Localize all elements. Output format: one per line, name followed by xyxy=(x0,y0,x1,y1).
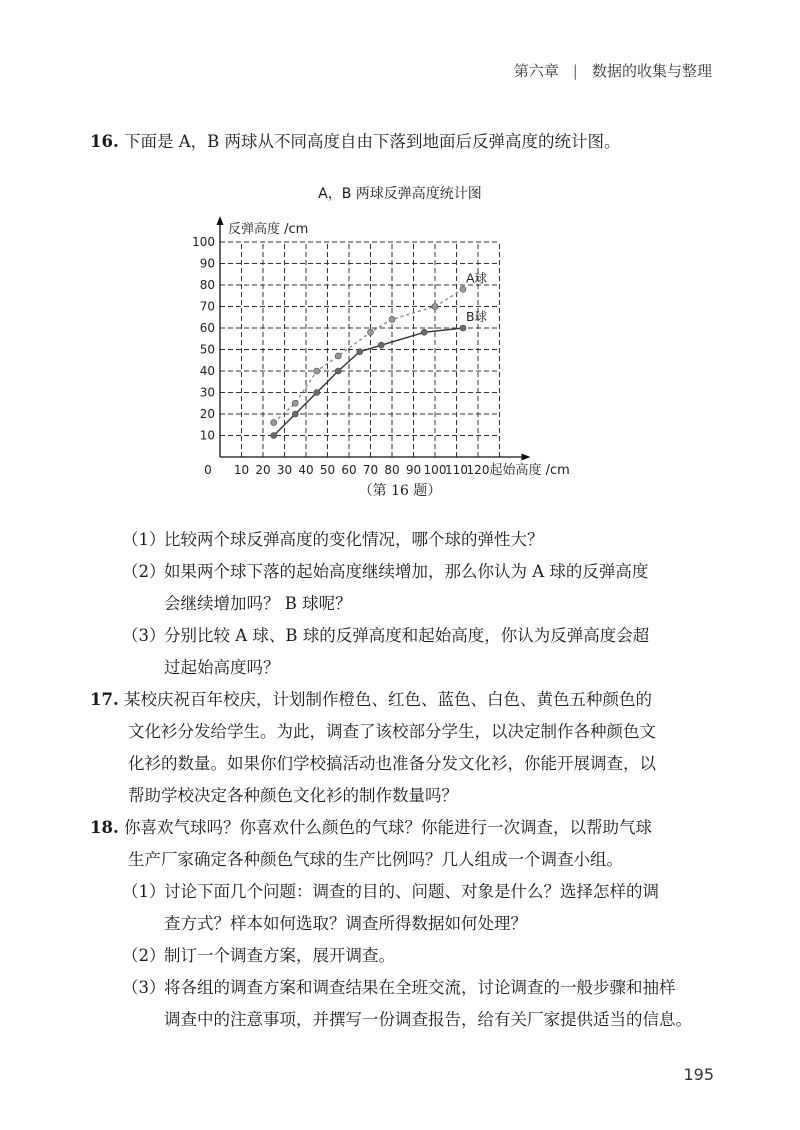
y-tick-label: 90 xyxy=(199,256,215,271)
sub-text: 查方式？样本如何选取？调查所得数据如何处理？ xyxy=(164,914,527,933)
q16-sub-3 xyxy=(122,620,730,684)
y-tick-label: 10 xyxy=(199,428,215,443)
series-label-b: B球 xyxy=(465,309,488,324)
header-divider: | xyxy=(572,62,578,80)
y-tick-label: 60 xyxy=(199,321,215,335)
q18-sub-1 xyxy=(122,876,730,940)
sub-label: （3） xyxy=(122,626,166,645)
sub-label: （2） xyxy=(122,946,166,965)
question-number: 18. xyxy=(90,818,119,837)
figure-caption: （第 16 题） xyxy=(358,483,442,499)
question-17 xyxy=(90,684,730,812)
sub-label: （2） xyxy=(122,562,166,581)
y-tick-label: 100 xyxy=(192,235,215,249)
data-point-a xyxy=(432,304,438,310)
x-tick-label: 70 xyxy=(362,463,379,477)
sub-text: 分别比较 A 球、B 球的反弹高度和起始高度，你认为反弹高度会超 xyxy=(164,626,650,645)
chapter-label: 第六章 xyxy=(513,62,559,80)
question-text: 帮助学校决定各种颜色文化衫的制作数量吗？ xyxy=(128,786,458,805)
sub-text: 会继续增加吗？ B 球呢？ xyxy=(164,594,352,613)
question-text: 下面是 A，B 两球从不同高度自由下落到地面后反弹高度的统计图。 xyxy=(123,132,621,151)
data-point-a xyxy=(314,368,320,374)
x-tick-label: 80 xyxy=(384,463,400,477)
sub-text: 制订一个调查方案，展开调查。 xyxy=(164,946,395,965)
x-tick-label: 10 xyxy=(233,463,250,477)
y-axis-label: 反弹高度 /cm xyxy=(228,222,309,237)
data-point-a xyxy=(389,316,395,322)
y-tick-label: 70 xyxy=(199,299,215,314)
y-tick-label: 20 xyxy=(199,407,215,421)
data-point-a xyxy=(460,286,466,292)
y-tick-label: 30 xyxy=(199,385,215,400)
question-18 xyxy=(90,812,730,876)
x-tick-label: 40 xyxy=(298,463,314,477)
sub-text: 调查中的注意事项，并撰写一份调查报告，给有关厂家提供适当的信息。 xyxy=(164,1010,692,1029)
sub-text: 讨论下面几个问题：调查的目的、问题、对象是什么？选择怎样的调 xyxy=(164,882,659,901)
x-tick-label: 90 xyxy=(405,463,422,477)
question-number: 17. xyxy=(90,690,119,709)
x-tick-label: 30 xyxy=(276,463,293,477)
q18-sub-3 xyxy=(122,972,730,1036)
question-16 xyxy=(90,126,730,158)
sub-text: 过起始高度吗？ xyxy=(164,658,280,677)
q16-sub-1 xyxy=(122,524,730,556)
sub-text: 如果两个球下落的起始高度继续增加，那么你认为 A 球的反弹高度 xyxy=(164,562,649,581)
data-point-b xyxy=(421,329,427,335)
sub-label: （3） xyxy=(122,978,166,997)
sub-text: 将各组的调查方案和调查结果在全班交流，讨论调查的一般步骤和抽样 xyxy=(164,978,676,997)
chart-axes xyxy=(217,216,531,461)
x-tick-label: 120 xyxy=(466,463,490,477)
q16-sub-2 xyxy=(122,556,730,620)
y-tick-label: 40 xyxy=(199,364,215,378)
q18-sub-2 xyxy=(122,940,730,972)
running-header xyxy=(514,60,712,81)
series-label-a: A球 xyxy=(465,270,488,286)
sub-text: 比较两个球反弹高度的变化情况，哪个球的弹性大？ xyxy=(164,530,544,549)
question-text: 你喜欢气球吗？你喜欢什么颜色的气球？你能进行一次调查，以帮助气球 xyxy=(123,818,652,837)
x-tick-label: 100 xyxy=(423,463,447,477)
bounce-height-chart xyxy=(190,205,630,480)
y-tick-label: 80 xyxy=(199,278,215,292)
question-number: 16. xyxy=(90,132,119,151)
data-point-a xyxy=(271,420,277,426)
x-tick-label: 110 xyxy=(445,463,468,477)
question-text: 某校庆祝百年校庆，计划制作橙色、红色、蓝色、白色、黄色五种颜色的 xyxy=(123,690,652,709)
data-point-b xyxy=(378,342,384,348)
chart-series xyxy=(271,270,488,438)
y-axis-arrow-icon xyxy=(217,216,224,225)
data-point-b xyxy=(271,433,277,439)
question-text: 文化衫分发给学生。为此，调查了该校部分学生，以决定制作各种颜色文 xyxy=(128,722,656,741)
chapter-title: 数据的收集与整理 xyxy=(591,62,712,80)
data-point-b xyxy=(335,368,341,374)
page-number: 195 xyxy=(683,1065,714,1084)
sub-label: （1） xyxy=(122,530,166,549)
data-point-a xyxy=(335,353,341,359)
data-point-b xyxy=(460,325,466,331)
y-tick-label: 50 xyxy=(199,342,215,357)
x-tick-label: 50 xyxy=(319,463,336,477)
chart-title: A，B 两球反弹高度统计图 xyxy=(318,186,482,202)
data-point-b xyxy=(292,411,298,417)
x-axis-arrow-icon xyxy=(522,454,531,461)
question-text: 化衫的数量。如果你们学校搞活动也准备分发文化衫，你能开展调查，以 xyxy=(128,754,656,773)
x-axis-label: 起始高度 /cm xyxy=(489,463,570,478)
x-tick-label: 60 xyxy=(341,463,357,477)
data-point-b xyxy=(357,349,363,355)
x-tick-label: 20 xyxy=(255,463,271,477)
data-point-a xyxy=(292,400,298,406)
question-text: 生产厂家确定各种颜色气球的生产比例吗？几人组成一个调查小组。 xyxy=(128,850,623,869)
x-tick-label: 0 xyxy=(204,463,212,477)
data-point-b xyxy=(314,390,320,396)
data-point-a xyxy=(368,329,374,335)
sub-label: （1） xyxy=(122,882,166,901)
